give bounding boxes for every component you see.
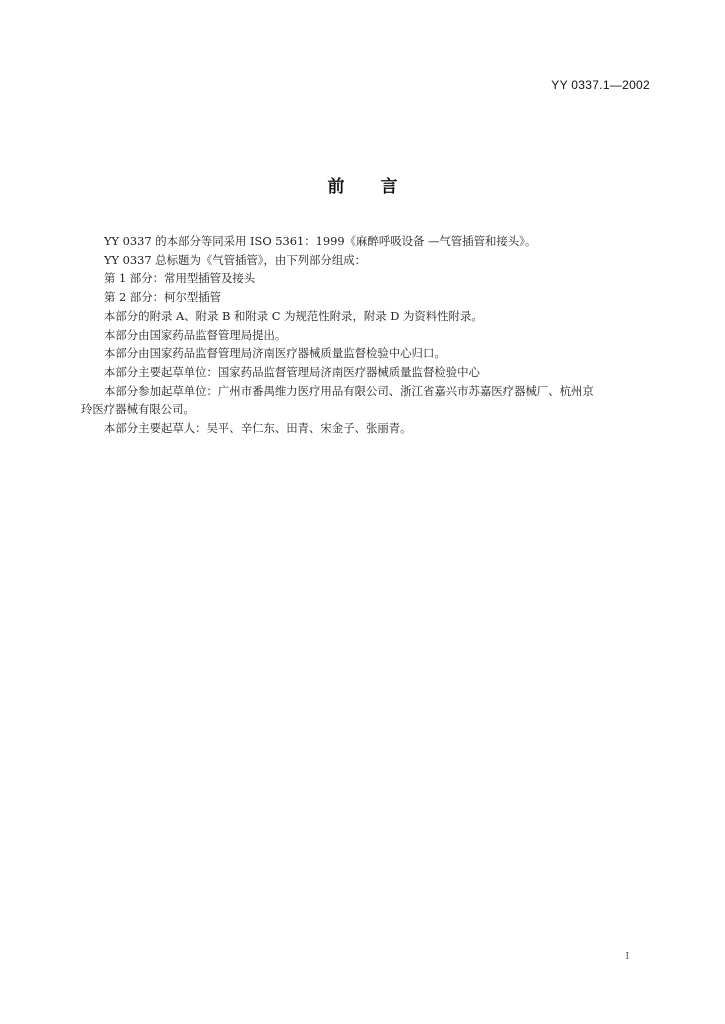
paragraph-general-title: YY 0337 总标题为《气管插管》，由下列部分组成： [104, 252, 366, 267]
paragraph-main-drafters: 本部分主要起草人：吴平、辛仁东、田青、宋金子、张丽青。 [104, 421, 412, 436]
paragraph-annexes: 本部分的附录 A、附录 B 和附录 C 为规范性附录，附录 D 为资料性附录。 [104, 308, 483, 323]
paragraph-proposed-by: 本部分由国家药品监督管理局提出。 [104, 327, 287, 342]
paragraph-participating-units-continued: 玲医疗器械有限公司。 [81, 402, 195, 417]
foreword-body [81, 232, 653, 438]
page-number: I [625, 952, 629, 962]
document-code: YY 0337.1—2002 [551, 78, 650, 92]
paragraph-part-2: 第 2 部分：柯尔型插管 [104, 290, 222, 305]
paragraph-main-drafter-unit: 本部分主要起草单位：国家药品监督管理局济南医疗器械质量监督检验中心 [104, 364, 480, 379]
paragraph-part-1: 第 1 部分：常用型插管及接头 [104, 271, 256, 286]
page-title: 前言 [327, 177, 434, 197]
paragraph-adoption: YY 0337 的本部分等同采用 ISO 5361：1999《麻醉呼吸设备 —气管插管和接头》。 [104, 234, 537, 248]
paragraph-centralized-by: 本部分由国家药品监督管理局济南医疗器械质量监督检验中心归口。 [104, 346, 446, 361]
paragraph-participating-units: 本部分参加起草单位：广州市番禺维力医疗用品有限公司、浙江省嘉兴市苏嘉医疗器械厂、杭州京 [104, 383, 594, 398]
